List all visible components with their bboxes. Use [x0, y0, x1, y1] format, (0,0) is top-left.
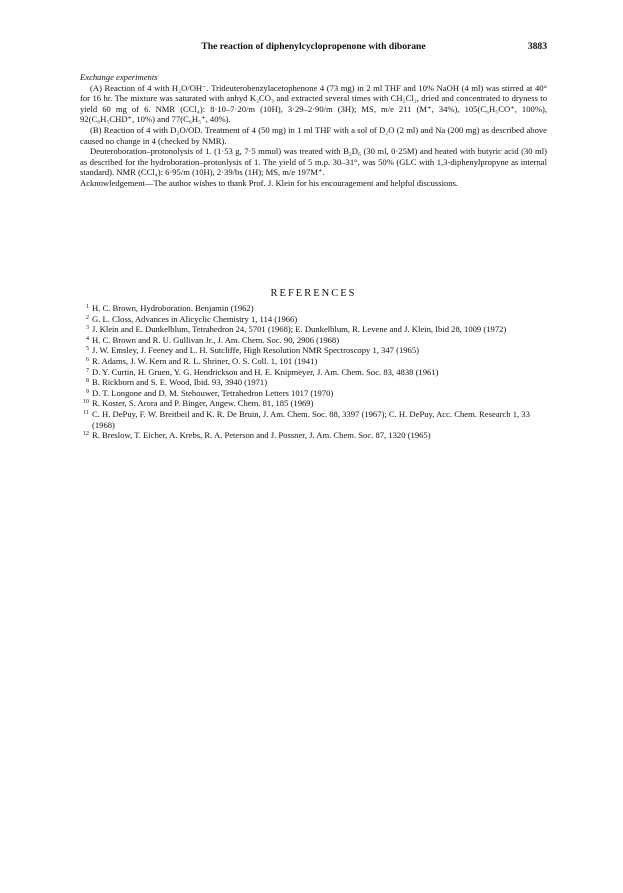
reference-number: 9 — [86, 388, 89, 395]
reference-text: R. Adams, J. W. Kern and R. L. Shriner, O. S. Coll. 1, 101 (1941) — [92, 355, 318, 366]
experimental-section — [80, 72, 547, 189]
reference-item — [80, 398, 547, 409]
references-heading: REFERENCES — [270, 288, 357, 299]
reference-text: J. W. Emsley, J. Feeney and L. H. Sutcliffe, High Resolution NMR Spectroscopy 1, 347 (1965) — [92, 345, 420, 356]
reference-number: 10 — [83, 399, 89, 406]
section-heading-exchange: Exchange experiments — [80, 72, 158, 82]
reference-number: 5 — [86, 346, 89, 353]
reference-text: D. T. Longone and D. M. Stehouwer, Tetrahedron Letters 1017 (1970) — [92, 387, 334, 398]
running-title: The reaction of diphenylcyclopropenone with diborane — [201, 41, 426, 52]
reference-number: 7 — [86, 367, 89, 374]
references-list — [80, 303, 547, 441]
reference-number: 6 — [86, 356, 89, 363]
reference-item — [80, 335, 547, 346]
reference-item — [80, 303, 547, 314]
reference-number: 11 — [83, 409, 89, 416]
reference-text: R. Breslow, T. Eicher, A. Krebs, R. A. Peterson and J. Possner, J. Am. Chem. Soc. 87, 1320 (1965) — [92, 430, 431, 441]
reference-item — [80, 345, 547, 356]
reference-text: B. Rickborn and S. E. Wood, Ibid. 93, 3940 (1971) — [92, 377, 268, 388]
reference-number: 3 — [86, 325, 89, 332]
reference-number: 12 — [83, 431, 89, 438]
reference-item — [80, 314, 547, 325]
reference-text: H. C. Brown and R. U. Gullivan Jr., J. Am. Chem. Soc. 90, 2906 (1968) — [92, 334, 340, 345]
reference-item — [80, 356, 547, 367]
reference-text: J. Klein and E. Dunkelblum, Tetrahedron 24, 5701 (1968); E. Dunkelblum, R. Levene and J. Klein, Ibid 28, 1009 (1972) — [92, 324, 507, 335]
reference-item — [80, 388, 547, 399]
paragraph-deuteroboration: Deuteroboration–protonolysis of 1. (1·53 g, 7·5 mmol) was treated with B₂D₆ (30 ml, 0·25M) and heated with butyric acid (30 ml) as described for the hydroboration–protonlysis of 1. The yield of 5 m.p. 30–31°, was 50% (GLC with 1,3-diphenylpropyne as internal standard). NMR (CCl₄): 6·95/m (10H), 2·39/bs (1H); MS, m/e 197M⁺. — [80, 146, 547, 178]
reference-number: 1 — [86, 304, 89, 310]
paragraph-reaction-b: (B) Reaction of 4 with D₂O/OD. Treatment of 4 (50 mg) in 1 ml THF with a sol of D₂O (2 ml) and Na (200 mg) as described above caused no change in 4 (checked by NMR). — [80, 124, 547, 146]
reference-item — [80, 377, 547, 388]
reference-text: G. L. Closs, Advances in Alicyclic Chemistry 1, 114 (1966) — [92, 313, 298, 324]
reference-number: 4 — [86, 335, 89, 342]
reference-text: R. Koster, S. Arora and P. Binger, Angew. Chem. 81, 185 (1969) — [92, 398, 314, 409]
reference-text: D. Y. Curtin, H. Gruen, Y. G. Hendrickson and H. E. Knipmeyer, J. Am. Chem. Soc. 83, 4838 (1961) — [92, 366, 439, 377]
page-number: 3883 — [527, 41, 547, 52]
acknowledgement: Acknowledgement—The author wishes to thank Prof. J. Klein for his encouragement and helpful discussions. — [80, 177, 459, 188]
reference-item — [80, 430, 547, 441]
reference-item — [80, 324, 547, 335]
reference-text: C. H. DePuy, F. W. Breitbeil and K. R. De Bruin, J. Am. Chem. Soc. 88, 3397 (1967); C. H. DePuy, Acc. Chem. Research 1, 33 (1968) — [92, 408, 530, 430]
reference-number: 2 — [86, 314, 89, 321]
reference-item — [80, 367, 547, 378]
paragraph-reaction-a: (A) Reaction of 4 with H₂O/OH⁻. Trideuterobenzylacetophenone 4 (73 mg) in 2 ml THF and 10% NaOH (4 ml) was stirred at 40° for 16 hr. The mixture was saturated with anhyd K₂CO₃ and extracted several times with CH₂Cl₂, dried and concentrated to dryness to yield 60 mg of 6. NMR (CCl₄): 8·10–7·20/m (10H), 3·29–2·90/m (3H); MS, m/e 211 (M⁺, 34%), 105(C₆H₅CO⁺, 100%), 92(C₆H₅CHD⁺, 10%) and 77(C₆H₅⁺, 40%). — [80, 82, 547, 125]
reference-text: H. C. Brown, Hydroboration. Benjamin (1962) — [92, 303, 254, 313]
reference-number: 8 — [86, 378, 89, 385]
reference-item — [80, 409, 547, 430]
